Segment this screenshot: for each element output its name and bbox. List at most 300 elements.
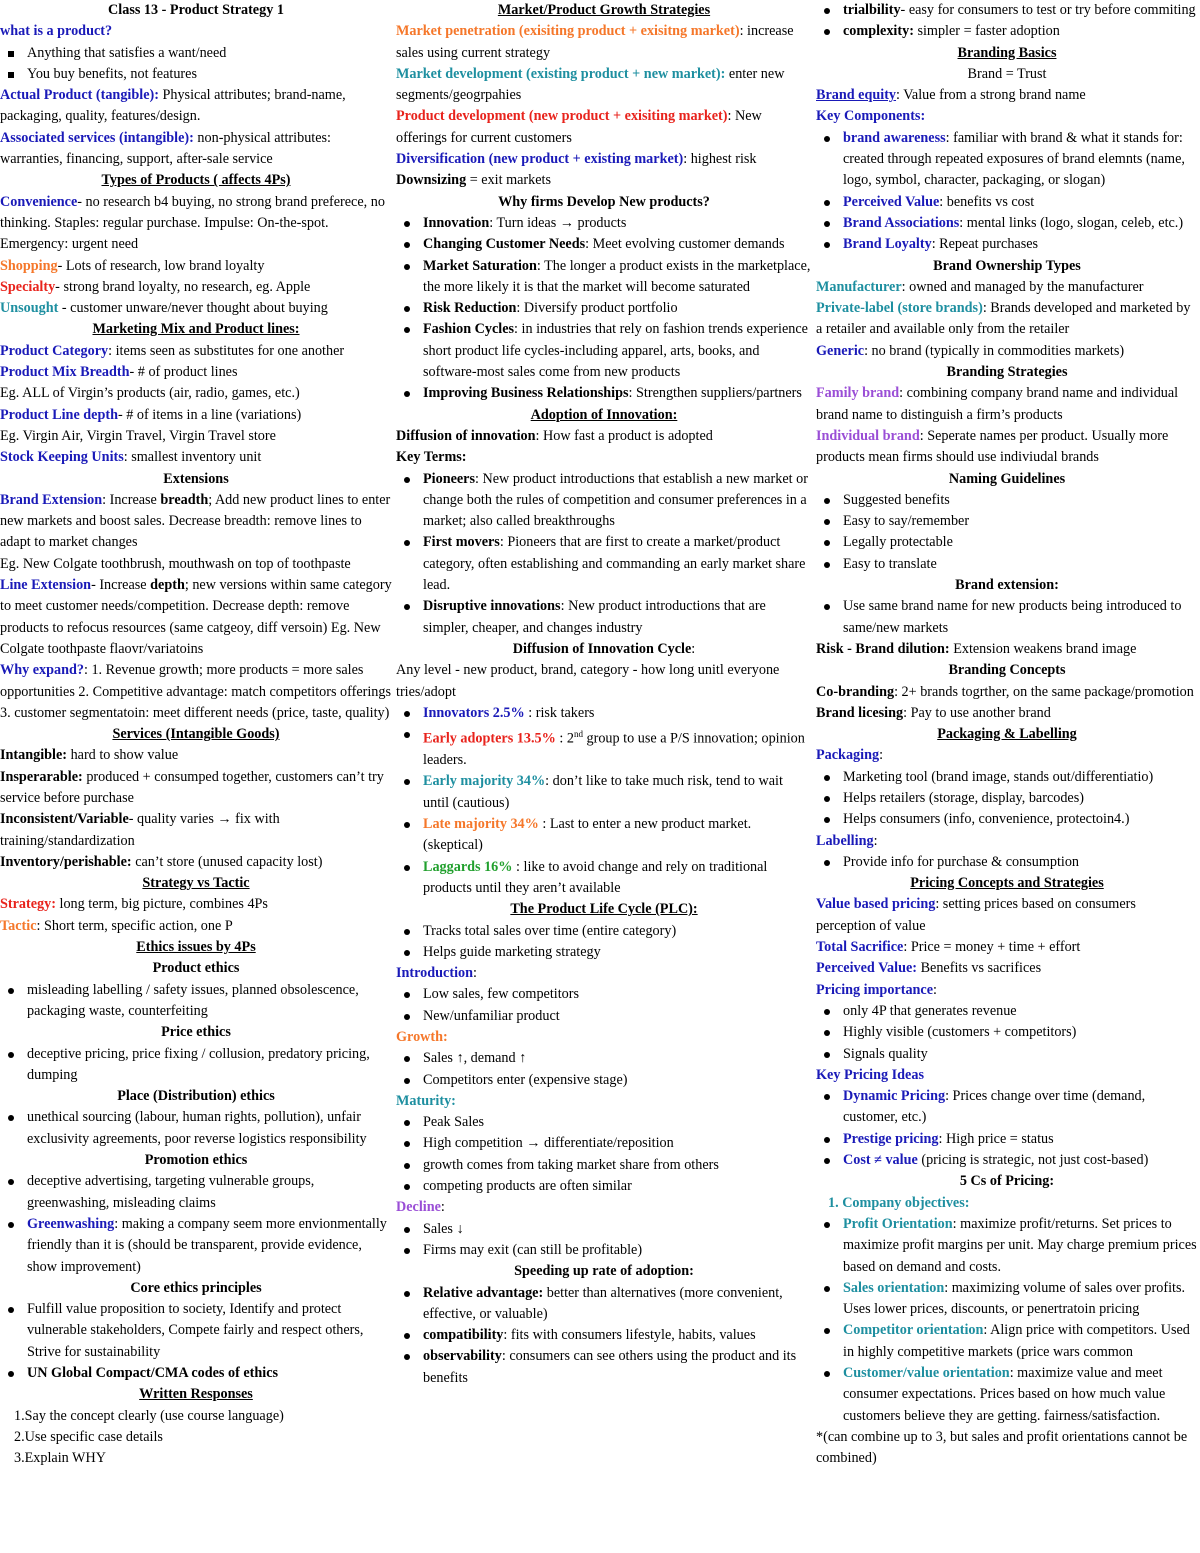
item-text: : Prices change over time (demand, customer, etc.) (843, 1088, 1146, 1126)
item-label: First movers (423, 534, 500, 551)
list-item: 1.Say the concept clearly (use course language) (14, 1407, 284, 1424)
item-label: Sales orientation (843, 1279, 945, 1296)
list-item (816, 0, 1198, 21)
list-item (396, 213, 812, 234)
pricing-importance-label: Pricing importance (816, 981, 934, 998)
introduction-list (396, 984, 812, 1027)
item-text: : Align price with competitors. Used in highly competitive markets (price wars common (843, 1322, 1190, 1360)
private-label-label: Private-label (store brands) (816, 300, 983, 317)
column-1 (0, 0, 392, 1469)
item-label: compatibility (423, 1327, 504, 1344)
list-item: growth comes from taking market share from others (396, 1155, 812, 1176)
item-label: Disruptive innovations (423, 598, 561, 615)
item-label: Pioneers (423, 470, 476, 487)
brand-dilution-label: Risk - Brand dilution: (816, 640, 950, 657)
list-item: Peak Sales (396, 1112, 812, 1133)
penetration-text: : increase sales using current strategy (396, 23, 794, 61)
item-text: : mental links (logo, slogan, celeb, etc.) (959, 214, 1184, 231)
manufacturer-label: Manufacturer (816, 278, 902, 295)
penetration-para (396, 21, 812, 64)
list-item: Sales ↓ (396, 1219, 812, 1240)
convenience-para (0, 192, 392, 256)
associated-services-text: non-physical attributes: warranties, financing, support, after-sale service (0, 129, 331, 168)
list-item (396, 1346, 812, 1389)
inseparable-label: Insperarable: (0, 768, 83, 785)
diversification-label: Diversification (new product + existing market) (396, 151, 684, 168)
individual-brand-label: Individual brand (816, 427, 920, 444)
perishable-text: can’t store (unused capacity lost) (131, 853, 323, 870)
line-extension-label: Line Extension (0, 577, 92, 594)
brand-extension-text: : Increase (102, 491, 161, 508)
convenience-label: Convenience (0, 193, 78, 210)
item-text: : Strengthen suppliers/partners (628, 385, 802, 402)
promotion-ethics-list (0, 1171, 392, 1277)
laggards-label: Laggards 16% (423, 858, 513, 875)
total-sacrifice-label: Total Sacrifice (816, 939, 904, 956)
perceived-value-para (816, 958, 1198, 979)
shopping-label: Shopping (0, 257, 58, 274)
key-pricing-label: Key Pricing Ideas (816, 1066, 924, 1083)
generic-label: Generic (816, 342, 865, 359)
un-codes-text: UN Global Compact/CMA codes of ethics (27, 1365, 279, 1381)
brand-extension-text: ; Add new product lines to enter new markets and boost sales. Decrease breadth: remove lines to adapt to market changes (0, 491, 391, 551)
licensing-para (816, 703, 1198, 724)
generic-para (816, 341, 1198, 362)
written-responses-heading: Written Responses (139, 1386, 253, 1403)
mix-breadth-para (0, 362, 392, 383)
list-item (396, 703, 812, 724)
what-is-product-label: what is a product? (0, 23, 113, 40)
branding-strategies-heading: Branding Strategies (946, 364, 1068, 381)
naming-list (816, 490, 1198, 575)
value-pricing-text: : setting prices based on consumers perception of value (816, 896, 1136, 934)
why-expand-label: Why expand? (0, 662, 84, 679)
cycle-heading-suffix: : (691, 640, 696, 657)
why-expand-para (0, 660, 392, 724)
list-item (816, 1086, 1198, 1129)
introduction-label: Introduction (396, 965, 473, 982)
list-item: only 4P that generates revenue (816, 1001, 1198, 1022)
key-components-list (816, 128, 1198, 256)
item-text: : benefits vs cost (939, 193, 1035, 210)
sku-para (0, 447, 392, 468)
inseparable-text: produced + consumped together, customers can’t try service before purchase (0, 768, 384, 806)
downsizing-text: = exit markets (466, 172, 551, 189)
item-text: - easy for consumers to test or try before commiting (900, 2, 1196, 18)
branding-basics-heading: Branding Basics (957, 44, 1057, 61)
late-majority-text: : Last to enter a new product market. (skeptical) (423, 816, 752, 854)
item-text: : consumers can see others using the product and its benefits (423, 1348, 797, 1386)
item-label: Relative advantage: (423, 1284, 544, 1301)
cycle-heading-text: Diffusion of Innovation Cycle (512, 640, 692, 657)
manufacturer-para (816, 277, 1198, 298)
item-label: Dynamic Pricing (843, 1088, 946, 1105)
sku-text: : smallest inventory unit (123, 449, 262, 466)
family-brand-text: : combining company brand name and individual brand name to distinguish a firm’s products (816, 385, 1179, 423)
column-3 (816, 0, 1198, 1469)
place-ethics-heading: Place (Distribution) ethics (117, 1088, 275, 1105)
item-text: : Meet evolving customer demands (585, 236, 785, 253)
list-item: Anything that satisfies a want/need (0, 43, 392, 64)
item-text: : Diversify product portfolio (516, 300, 678, 317)
associated-services-label: Associated services (intangible): (0, 129, 194, 146)
item-label: Innovation (423, 214, 490, 231)
early-adopters-text: : 2 (555, 730, 574, 747)
list-item: You buy benefits, not features (0, 64, 392, 85)
brand-extension-para (0, 490, 392, 554)
item-text: simpler = faster adoption (913, 23, 1060, 40)
item-text: : familiar with brand & what it stands for: created through repeated exposures of brand elemnts (name, logo, symbol, character, packaging, or slogan) (843, 129, 1185, 189)
list-item (396, 1325, 812, 1346)
list-item (396, 596, 812, 639)
early-majority-label: Early majority 34% (423, 773, 546, 790)
intangible-text: hard to show value (67, 747, 179, 764)
speeding-adoption-heading: Speeding up rate of adoption: (514, 1263, 694, 1280)
growth-label: Growth: (396, 1028, 448, 1045)
list-item (396, 298, 812, 319)
list-item: Easy to say/remember (816, 511, 1198, 532)
key-terms-list (396, 469, 812, 639)
sku-label: Stock Keeping Units (0, 449, 124, 466)
company-objectives-label: 1. Company objectives: (828, 1194, 970, 1211)
list-item (0, 1363, 392, 1384)
growth-list (396, 1048, 812, 1091)
product-ethics-list (0, 980, 392, 1023)
innovators-text: : risk takers (524, 704, 595, 721)
cobranding-text: : 2+ brands togrther, on the same package/promotion (894, 683, 1194, 700)
naming-heading: Naming Guidelines (948, 470, 1066, 487)
greenwashing-label: Greenwashing (27, 1215, 115, 1232)
diffusion-cycle-heading (396, 639, 812, 660)
laggards-text: : like to avoid change and rely on traditional products until they aren’t available (423, 858, 768, 896)
product-development-text: : New offerings for current customers (396, 108, 762, 146)
why-develop-heading: Why firms Develop New products? (498, 193, 710, 210)
list-item: Use same brand name for new products being introduced to same/new markets (816, 596, 1198, 639)
item-label: observability (423, 1348, 502, 1365)
line-depth-example: Eg. Virgin Air, Virgin Travel, Virgin Travel store (0, 427, 276, 444)
inseparable-para (0, 767, 392, 810)
five-cs-heading: 5 Cs of Pricing: (959, 1173, 1055, 1190)
promotion-ethics-heading: Promotion ethics (144, 1152, 248, 1169)
item-label: Brand Loyalty (843, 236, 932, 253)
product-ethics-heading: Product ethics (152, 960, 240, 977)
item-text: : Repeat purchases (931, 236, 1039, 253)
list-item (396, 771, 812, 814)
services-heading: Services (Intangible Goods) (112, 726, 280, 743)
product-development-para (396, 106, 812, 149)
early-majority-text: : don’t like to take much risk, tend to wait until (cautious) (423, 773, 783, 811)
list-item: Fulfill value proposition to society, Identify and protect vulnerable stakeholders, Compete fairly and respect others, Strive for sustainability (0, 1299, 392, 1363)
value-pricing-para (816, 894, 1198, 937)
list-item (816, 128, 1198, 192)
page-title: Class 13 - Product Strategy 1 (108, 2, 284, 18)
mix-heading: Marketing Mix and Product lines: (92, 321, 300, 338)
item-text: : High price = status (938, 1130, 1054, 1147)
pricing-importance-list (816, 1001, 1198, 1065)
strategy-para (0, 894, 392, 915)
mix-breadth-label: Product Mix Breadth (0, 364, 130, 381)
plc-heading: The Product Life Cycle (PLC): (510, 901, 698, 918)
unsought-label: Unsought (0, 300, 59, 317)
value-pricing-label: Value based pricing (816, 896, 936, 913)
core-ethics-heading: Core ethics principles (130, 1279, 262, 1296)
list-item: Provide info for purchase & consumption (816, 852, 1198, 873)
item-label: trialbility (843, 2, 901, 18)
list-item: Sales ↑, demand ↑ (396, 1048, 812, 1069)
specialty-para (0, 277, 392, 298)
decline-label: Decline (396, 1199, 441, 1216)
list-item: Highly visible (customers + competitors) (816, 1022, 1198, 1043)
list-item (816, 21, 1198, 42)
individual-brand-text: : Seperate names per product. Usually more products mean firms should use indiviudal brands (816, 427, 1169, 466)
brand-trust-text: Brand = Trust (967, 65, 1047, 82)
key-pricing-list (816, 1086, 1198, 1171)
strategy-text: long term, big picture, combines 4Ps (55, 896, 268, 913)
ethics-heading: Ethics issues by 4Ps (136, 939, 256, 956)
list-item: Suggested benefits (816, 490, 1198, 511)
breadth-emphasis: breadth (160, 491, 209, 508)
list-item: Helps guide marketing strategy (396, 942, 812, 963)
list-item (396, 857, 812, 900)
list-item: Helps consumers (info, convenience, protectoin4.) (816, 809, 1198, 830)
objectives-list (816, 1214, 1198, 1427)
item-text: : New product introductions that are simpler, cheaper, and changes industry (423, 598, 766, 636)
associated-services-para (0, 128, 392, 171)
depth-emphasis: depth (150, 577, 185, 594)
inconsistent-label: Inconsistent/Variable (0, 811, 129, 828)
actual-product-para (0, 85, 392, 128)
item-text: : New product introductions that establish a new market or change both the rules of competition and consumer preferences in a market; also called breakthroughs (423, 470, 808, 530)
family-brand-para (816, 383, 1198, 426)
introduction-para (396, 963, 812, 984)
footnote: *(can combine up to 3, but sales and profit orientations cannot be combined) (816, 1428, 1188, 1467)
list-item (396, 1283, 812, 1326)
cobranding-para (816, 682, 1198, 703)
why-develop-list (396, 213, 812, 405)
item-label: brand awareness (843, 129, 946, 146)
core-ethics-list (0, 1299, 392, 1384)
item-label: complexity: (843, 23, 914, 40)
brand-equity-text: : Value from a strong brand name (896, 87, 1086, 104)
list-item: Legally protectable (816, 532, 1198, 553)
diffusion-label: Diffusion of innovation (396, 427, 536, 444)
licensing-text: : Pay to use another brand (903, 704, 1051, 721)
innovators-label: Innovators 2.5% (423, 704, 525, 721)
written-responses-list (0, 1406, 392, 1470)
place-ethics-list (0, 1107, 392, 1150)
list-item: 3.Explain WHY (14, 1450, 106, 1467)
item-text: : fits with consumers lifestyle, habits, values (503, 1327, 756, 1344)
private-label-text: : Brands developed and marketed by a retailer and available only from the retailer (816, 300, 1191, 338)
market-development-para (396, 64, 812, 107)
item-label: Market Saturation (423, 257, 537, 274)
growth-strategies-heading: Market/Product Growth Strategies (497, 2, 711, 18)
adoption-continued-list (816, 0, 1198, 43)
greenwashing-text: : making a company seem more envionmentally friendly than it is (should be transparent, provide evidence, show improvement) (27, 1215, 387, 1275)
labelling-suffix: : (873, 832, 878, 849)
brand-extension-example: Eg. New Colgate toothbrush, mouthwash on top of toothpaste (0, 555, 351, 572)
list-item (396, 256, 812, 299)
line-extension-text: ; new versions within same category to meet customer needs/competition. Decrease depth: remove products to refocus resources (same catgeoy, diff versoin) Eg. New Colgate toothpaste flaovr/variatoins (0, 577, 392, 657)
item-label: Fashion Cycles (423, 321, 515, 338)
extensions-heading: Extensions (163, 470, 229, 487)
list-item: deceptive pricing, price fixing / collusion, predatory pricing, dumping (0, 1044, 392, 1087)
labelling-list (816, 852, 1198, 873)
packaging-heading: Packaging & Labelling (937, 726, 1077, 743)
tactic-label: Tactic (0, 917, 37, 934)
intangible-para (0, 745, 392, 766)
list-item: Tracks total sales over time (entire category) (396, 921, 812, 942)
pricing-heading: Pricing Concepts and Strategies (910, 875, 1104, 892)
perishable-para (0, 852, 392, 873)
list-item (816, 213, 1198, 234)
branding-concepts-heading: Branding Concepts (948, 662, 1066, 679)
packaging-para (816, 745, 1198, 766)
what-is-product-list (0, 43, 392, 86)
list-item (396, 383, 812, 404)
actual-product-text: Physical attributes; brand-name, packaging, quality, features/design. (0, 87, 346, 125)
brand-extension-label: Brand Extension (0, 491, 103, 508)
family-brand-label: Family brand (816, 385, 900, 402)
key-terms-label: Key Terms: (396, 449, 467, 466)
plc-list (396, 921, 812, 964)
brand-extension-list (816, 596, 1198, 639)
ordinal-suffix: nd (573, 729, 583, 740)
inconsistent-text: - quality varies → fix with training/standardization (0, 811, 280, 849)
brand-equity-label: Brand equity (816, 87, 897, 104)
mix-breadth-example: Eg. ALL of Virgin’s products (air, radio, games, etc.) (0, 385, 300, 402)
penetration-label: Market penetration (exisiting product + exisitng market) (396, 23, 740, 40)
item-label: Prestige pricing (843, 1130, 939, 1147)
list-item (396, 469, 812, 533)
adopter-list (396, 703, 812, 899)
downsizing-label: Downsizing (396, 172, 467, 189)
list-item: 2.Use specific case details (14, 1428, 163, 1445)
list-item (816, 1320, 1198, 1363)
list-item (396, 234, 812, 255)
maturity-list (396, 1112, 812, 1197)
list-item (396, 724, 812, 771)
item-text: better than alternatives (more convenient, effective, or valuable) (423, 1284, 783, 1322)
list-item: Easy to translate (816, 554, 1198, 575)
list-item: High competition → differentiate/reposition (396, 1133, 812, 1154)
list-item (816, 192, 1198, 213)
total-sacrifice-para (816, 937, 1198, 958)
intangible-label: Intangible: (0, 747, 68, 764)
generic-text: : no brand (typically in commodities markets) (864, 342, 1125, 359)
list-item (816, 1363, 1198, 1427)
key-components-label: Key Components: (816, 108, 926, 125)
price-ethics-heading: Price ethics (161, 1024, 231, 1041)
item-text: : in industries that rely on fashion trends experience short product life cycles-including apparel, arts, books, and software-most sales come from new products (423, 321, 808, 381)
line-depth-text: - # of items in a line (variations) (117, 406, 302, 423)
list-item (816, 1278, 1198, 1321)
decline-para (396, 1197, 812, 1218)
item-label: Cost ≠ value (843, 1152, 918, 1169)
adoption-heading: Adoption of Innovation: (530, 406, 678, 423)
list-item: Signals quality (816, 1044, 1198, 1065)
downsizing-para (396, 170, 812, 191)
line-extension-text: - Increase (91, 577, 151, 594)
brand-dilution-para (816, 639, 1198, 660)
brand-equity-para (816, 85, 1198, 106)
packaging-label: Packaging (816, 747, 880, 764)
inconsistent-para (0, 809, 392, 852)
item-label: Risk Reduction (423, 300, 517, 317)
licensing-label: Brand licesing (816, 704, 904, 721)
item-label: Competitor orientation (843, 1322, 984, 1339)
convenience-text: - no research b4 buying, no strong brand preferece, no thinking. Staples: regular purchase. Impulse: On-the-spot. Emergency: urgent need (0, 193, 385, 253)
decline-list (396, 1219, 812, 1262)
item-text: : maximize value and meet consumer expectations. Prices based on how much value customers believe they are getting. fairness/satisfaction. (843, 1365, 1166, 1424)
market-development-text: enter new segments/geogrpahies (396, 65, 785, 104)
specialty-label: Specialty (0, 278, 56, 295)
list-item: deceptive advertising, targeting vulnerable groups, greenwashing, misleading claims (0, 1171, 392, 1214)
item-label: Brand Associations (843, 214, 960, 231)
item-text: : Pioneers that are first to create a market/product category, often establishing and commanding an early market share lead. (423, 534, 806, 594)
list-item: Competitors enter (expensive stage) (396, 1070, 812, 1091)
strategy-label: Strategy: (0, 896, 56, 913)
market-development-label: Market development (existing product + new market): (396, 65, 726, 82)
shopping-text: - Lots of research, low brand loyalty (57, 257, 265, 274)
perishable-label: Inventory/perishable: (0, 853, 132, 870)
maturity-label: Maturity: (396, 1092, 456, 1109)
item-label: Profit Orientation (843, 1215, 953, 1232)
pricing-importance-para (816, 980, 1198, 1001)
list-item (0, 1214, 392, 1278)
labelling-label: Labelling (816, 832, 874, 849)
item-label: Customer/value orientation (843, 1365, 1010, 1381)
perceived-value-text: Benefits vs sacrifices (917, 960, 1042, 977)
category-para (0, 341, 392, 362)
item-label: Improving Business Relationships (423, 385, 629, 402)
why-expand-text: : 1. Revenue growth; more products = more sales opportunities 2. Competitive advantage: match competitors offerings 3. customer segmentatoin: meet different needs (price, taste, quality) (0, 662, 391, 721)
line-depth-label: Product Line depth (0, 406, 118, 423)
late-majority-label: Late majority 34% (423, 816, 539, 833)
labelling-para (816, 831, 1198, 852)
list-item (396, 814, 812, 857)
cycle-text: Any level - new product, brand, category - how long unitl everyone tries/adopt (396, 662, 780, 700)
item-label: Changing Customer Needs (423, 236, 586, 253)
diffusion-para (396, 426, 812, 447)
diversification-para (396, 149, 812, 170)
list-item (816, 1150, 1198, 1171)
brand-extension-heading: Brand extension: (955, 577, 1059, 594)
speeding-adoption-list (396, 1283, 812, 1389)
category-label: Product Category (0, 342, 109, 359)
category-text: : items seen as substitutes for one another (108, 342, 345, 359)
list-item (396, 319, 812, 383)
column-2 (396, 0, 812, 1389)
manufacturer-text: : owned and managed by the manufacturer (901, 278, 1144, 295)
list-item: Helps retailers (storage, display, barcodes) (816, 788, 1198, 809)
item-text: : maximize profit/returns. Set prices to maximize profit margins per unit. May charge premium prices based on demand and costs. (843, 1215, 1197, 1275)
tactic-text: : Short term, specific action, one P (36, 917, 233, 934)
list-item: New/unfamiliar product (396, 1006, 812, 1027)
list-item: Low sales, few competitors (396, 984, 812, 1005)
shopping-para (0, 256, 392, 277)
actual-product-label: Actual Product (tangible): (0, 87, 159, 104)
types-heading: Types of Products ( affects 4Ps) (101, 172, 291, 189)
list-item (816, 234, 1198, 255)
product-development-label: Product development (new product + exisiting market) (396, 108, 728, 125)
mix-breadth-text: - # of product lines (129, 364, 238, 381)
list-item: misleading labelling / safety issues, planned obsolescence, packaging waste, counterfeiting (0, 980, 392, 1023)
private-label-para (816, 298, 1198, 341)
individual-brand-para (816, 426, 1198, 469)
item-label: Perceived Value (843, 193, 940, 210)
strategy-tactic-heading: Strategy vs Tactic (142, 875, 250, 892)
